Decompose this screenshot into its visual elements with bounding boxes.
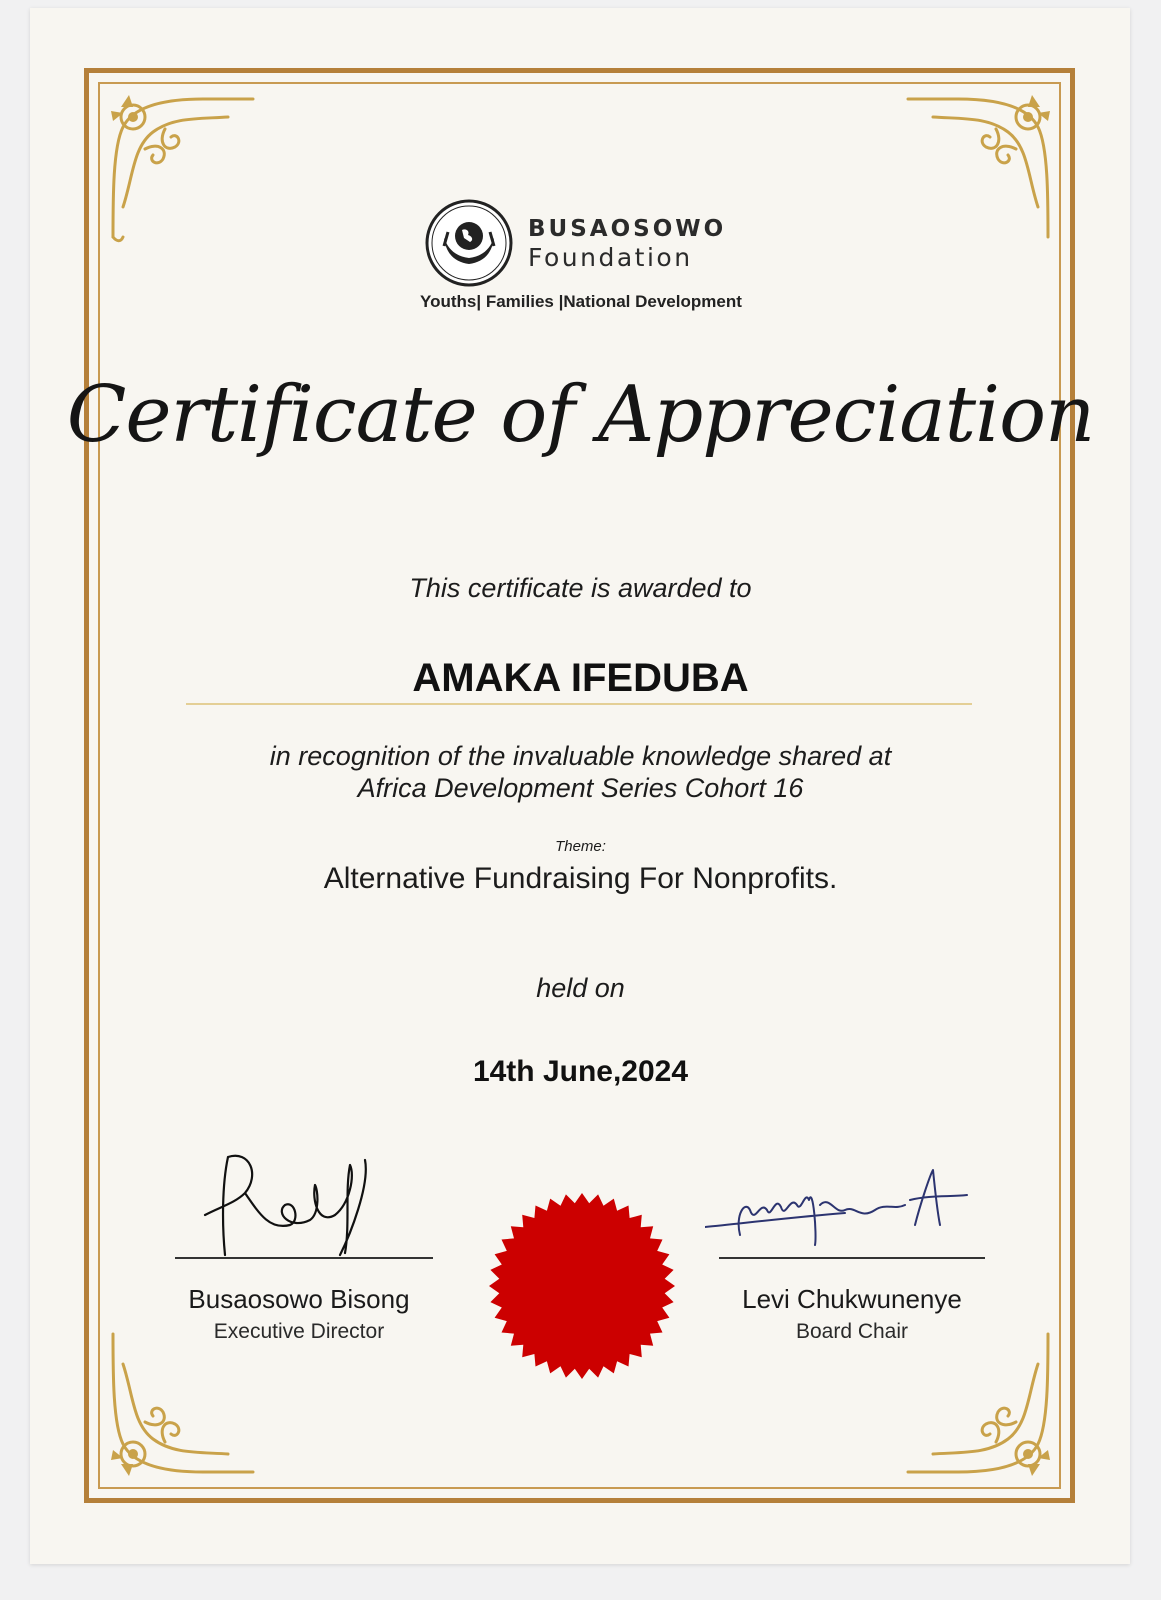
globe-hands-icon xyxy=(424,198,514,288)
signatory-left-name: Busaosowo Bisong xyxy=(188,1284,410,1314)
signatory-left-role: Executive Director xyxy=(213,1320,385,1343)
corner-ornament-bottom-left xyxy=(103,1324,263,1484)
recognition-line-2: Africa Development Series Cohort 16 xyxy=(357,773,804,803)
certificate-title: Certificate of Appreciation xyxy=(66,370,1095,460)
recipient-underline xyxy=(186,703,972,705)
theme-label: Theme: xyxy=(555,838,606,855)
organization-tagline: Youths| Families |National Development xyxy=(420,292,742,311)
red-seal-icon xyxy=(487,1191,677,1381)
organization-subtitle: Foundation xyxy=(528,243,693,272)
awarded-text: This certificate is awarded to xyxy=(409,573,752,603)
theme-value: Alternative Fundraising For Nonprofits. xyxy=(323,862,838,895)
signature-left xyxy=(200,1145,390,1257)
signature-line-right xyxy=(719,1257,985,1259)
held-on-text: held on xyxy=(536,973,625,1003)
corner-ornament-bottom-right xyxy=(898,1324,1058,1484)
recipient-name: AMAKA IFEDUBA xyxy=(412,656,749,700)
corner-ornament-top-left xyxy=(103,87,263,247)
corner-ornament-top-right xyxy=(898,87,1058,247)
recognition-line-1: in recognition of the invaluable knowledge shared at xyxy=(269,741,892,771)
event-date: 14th June,2024 xyxy=(472,1055,689,1088)
organization-name: BUSAOSOWO xyxy=(528,216,727,242)
signature-right xyxy=(705,1165,970,1265)
signatory-right-role: Board Chair xyxy=(795,1320,909,1343)
signatory-right-name: Levi Chukwunenye xyxy=(742,1284,962,1314)
signature-line-left xyxy=(175,1257,433,1259)
